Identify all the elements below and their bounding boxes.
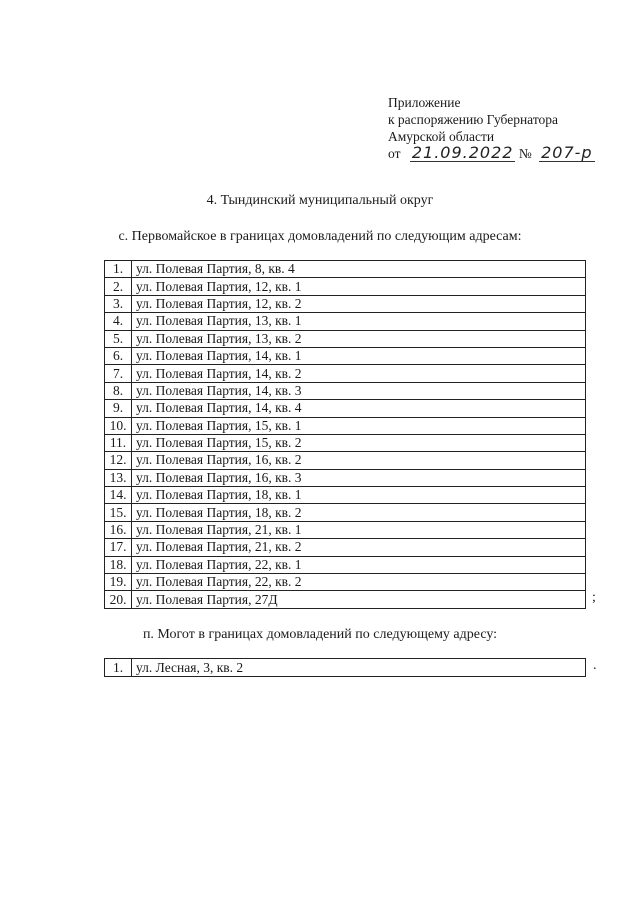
table-row — [105, 504, 586, 521]
date-prefix: от — [388, 146, 401, 161]
row-number: 8. — [105, 382, 132, 399]
row-address: ул. Полевая Партия, 15, кв. 1 — [132, 417, 586, 434]
row-address: ул. Полевая Партия, 8, кв. 4 — [132, 261, 586, 278]
table-row — [105, 574, 586, 591]
row-address: ул. Полевая Партия, 21, кв. 1 — [132, 521, 586, 538]
table-row — [105, 539, 586, 556]
table-row — [105, 469, 586, 486]
row-number: 19. — [105, 574, 132, 591]
row-number: 16. — [105, 521, 132, 538]
row-address: ул. Полевая Партия, 22, кв. 1 — [132, 556, 586, 573]
row-number: 15. — [105, 504, 132, 521]
table-row — [105, 487, 586, 504]
appendix-date-line — [388, 145, 595, 162]
address-table-mogot — [104, 658, 586, 677]
section-title: 4. Тындинский муниципальный округ — [206, 193, 434, 208]
table-row — [105, 400, 586, 417]
row-address: ул. Полевая Партия, 13, кв. 2 — [132, 330, 586, 347]
row-number: 14. — [105, 487, 132, 504]
table-row — [105, 591, 586, 608]
row-number: 2. — [105, 278, 132, 295]
appendix-header — [388, 94, 595, 162]
list2-trailing-punct: . — [593, 658, 597, 673]
appendix-title: Приложение — [388, 95, 461, 110]
list1-trailing-punct: ; — [592, 590, 596, 605]
list1-subtitle: с. Первомайское в границах домовладений по следующим адресам: — [118, 229, 522, 244]
row-address: ул. Полевая Партия, 14, кв. 3 — [132, 382, 586, 399]
appendix-region-line: Амурской области — [388, 129, 495, 144]
row-address: ул. Полевая Партия, 27Д — [132, 591, 586, 608]
table-row — [105, 261, 586, 278]
table-row — [105, 313, 586, 330]
number-prefix: № — [518, 146, 532, 161]
handwritten-date: 21.09.2022 — [411, 143, 514, 162]
table-row — [105, 417, 586, 434]
row-number: 11. — [105, 434, 132, 451]
row-address: ул. Полевая Партия, 18, кв. 2 — [132, 504, 586, 521]
row-address: ул. Полевая Партия, 14, кв. 4 — [132, 400, 586, 417]
row-number: 10. — [105, 417, 132, 434]
row-address: ул. Полевая Партия, 12, кв. 2 — [132, 295, 586, 312]
table-row — [105, 452, 586, 469]
row-number: 7. — [105, 365, 132, 382]
handwritten-number: 207-р — [541, 143, 593, 162]
row-number: 17. — [105, 539, 132, 556]
row-address: ул. Полевая Партия, 18, кв. 1 — [132, 487, 586, 504]
row-number: 12. — [105, 452, 132, 469]
table-row — [105, 365, 586, 382]
row-address: ул. Лесная, 3, кв. 2 — [132, 659, 586, 677]
row-address: ул. Полевая Партия, 13, кв. 1 — [132, 313, 586, 330]
row-number: 9. — [105, 400, 132, 417]
table-row — [105, 521, 586, 538]
row-number: 1. — [105, 659, 132, 677]
row-address: ул. Полевая Партия, 22, кв. 2 — [132, 574, 586, 591]
table-row — [105, 347, 586, 364]
row-address: ул. Полевая Партия, 12, кв. 1 — [132, 278, 586, 295]
address-table-pervomayskoe — [104, 260, 586, 609]
row-number: 1. — [105, 261, 132, 278]
row-number: 6. — [105, 347, 132, 364]
table-row — [105, 295, 586, 312]
row-number: 3. — [105, 295, 132, 312]
row-number: 13. — [105, 469, 132, 486]
row-address: ул. Полевая Партия, 16, кв. 3 — [132, 469, 586, 486]
list2-subtitle: п. Могот в границах домовладений по следующему адресу: — [142, 627, 498, 642]
table-row — [105, 278, 586, 295]
row-address: ул. Полевая Партия, 14, кв. 1 — [132, 347, 586, 364]
row-number: 18. — [105, 556, 132, 573]
row-address: ул. Полевая Партия, 14, кв. 2 — [132, 365, 586, 382]
row-address: ул. Полевая Партия, 16, кв. 2 — [132, 452, 586, 469]
row-number: 20. — [105, 591, 132, 608]
table-row — [105, 434, 586, 451]
row-number: 4. — [105, 313, 132, 330]
row-address: ул. Полевая Партия, 21, кв. 2 — [132, 539, 586, 556]
table-row — [105, 330, 586, 347]
table-row — [105, 382, 586, 399]
row-address: ул. Полевая Партия, 15, кв. 2 — [132, 434, 586, 451]
table-row — [105, 556, 586, 573]
table-row — [105, 659, 586, 677]
row-number: 5. — [105, 330, 132, 347]
appendix-ref-line: к распоряжению Губернатора — [388, 112, 559, 127]
